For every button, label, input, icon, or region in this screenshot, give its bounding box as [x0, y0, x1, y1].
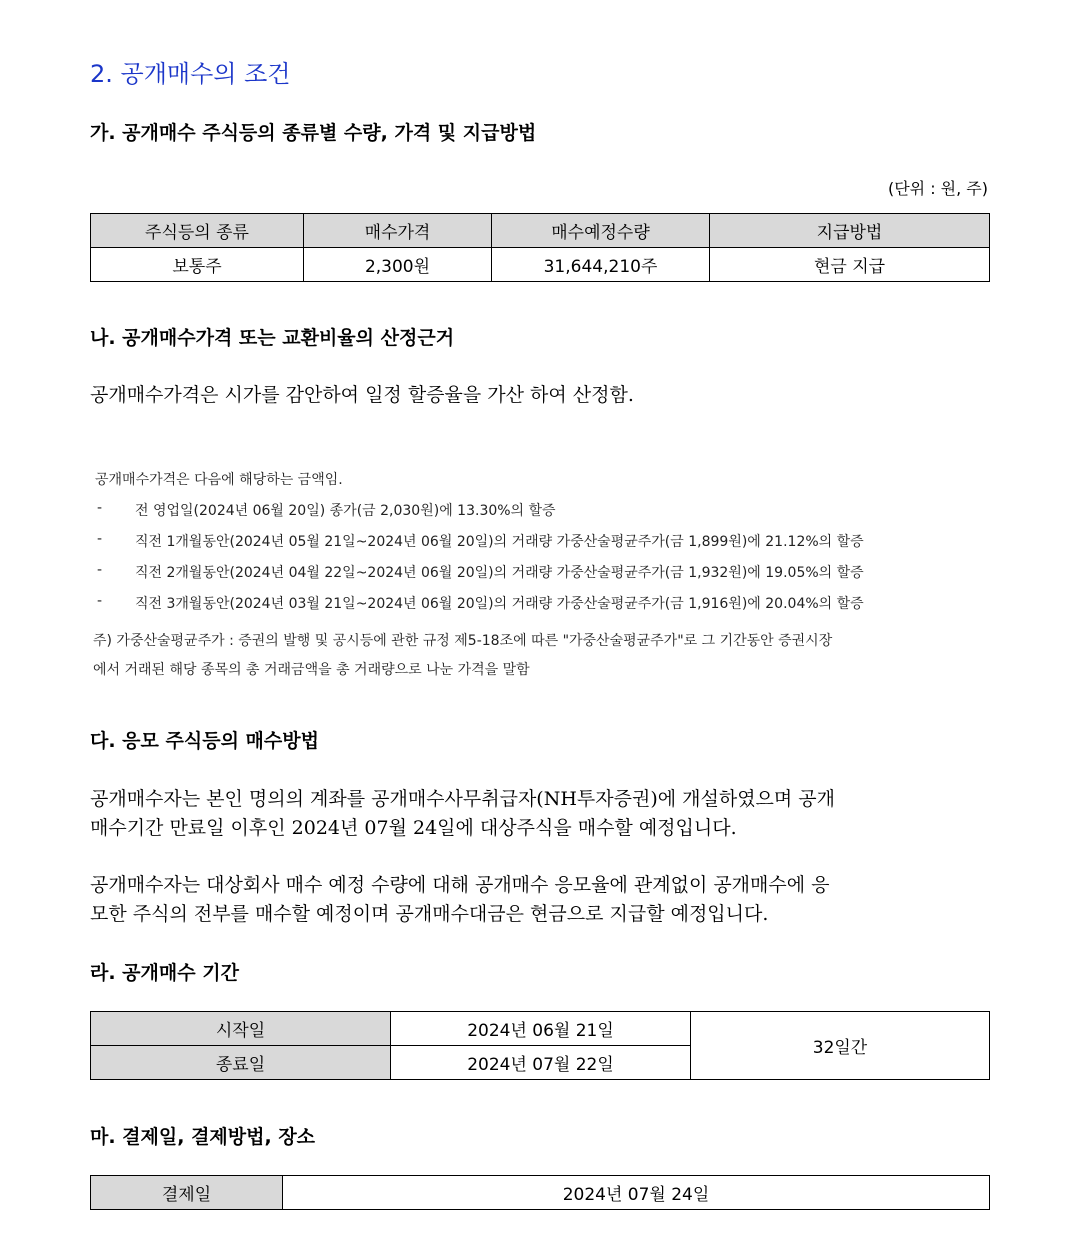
cell-payment: 현금 지급 — [710, 248, 990, 282]
paragraph-line: 매수기간 만료일 이후인 2024년 07월 24일에 대상주식을 매수할 예정입니다. — [90, 817, 737, 839]
header-cell: 매수가격 — [304, 214, 492, 248]
heading-a: 가. 공개매수 주식등의 종류별 수량, 가격 및 지급방법 — [90, 122, 537, 144]
heading-c: 다. 응모 주식등의 매수방법 — [90, 730, 319, 752]
settlement-label: 결제일 — [91, 1176, 283, 1210]
settlement-date: 2024년 07월 24일 — [283, 1176, 990, 1210]
header-cell: 지급방법 — [710, 214, 990, 248]
heading-b: 나. 공개매수가격 또는 교환비율의 산정근거 — [90, 327, 455, 349]
start-date: 2024년 06월 21일 — [391, 1012, 691, 1046]
list-item: 직전 1개월동안(2024년 05월 21일~2024년 06월 20일)의 거래량 가중산술평균주가(금 1,899원)에 21.12%의 할증 — [135, 534, 864, 550]
start-label: 시작일 — [91, 1012, 391, 1046]
heading-e: 마. 결제일, 결제방법, 장소 — [90, 1126, 316, 1148]
footnote-line: 주) 가중산술평균주가 : 증권의 발행 및 공시등에 관한 규정 제5-18조에 따른 "가중산술평균주가"로 그 기간동안 증권시장 — [93, 633, 833, 649]
list-item: 직전 3개월동안(2024년 03월 21일~2024년 06월 20일)의 거래량 가중산술평균주가(금 1,916원)에 20.04%의 할증 — [135, 596, 864, 612]
duration: 32일간 — [691, 1012, 990, 1080]
cell-quantity: 31,644,210주 — [492, 248, 710, 282]
header-cell: 주식등의 종류 — [91, 214, 304, 248]
cell-price: 2,300원 — [304, 248, 492, 282]
bullet-mark: - — [97, 593, 103, 609]
list-item: 직전 2개월동안(2024년 04월 22일~2024년 06월 20일)의 거래량 가중산술평균주가(금 1,932원)에 19.05%의 할증 — [135, 565, 864, 581]
header-cell: 매수예정수량 — [492, 214, 710, 248]
price-table — [90, 213, 990, 282]
footnote-line: 에서 거래된 해당 종목의 총 거래금액을 총 거래량으로 나눈 가격을 말함 — [93, 662, 530, 678]
basis-intro: 공개매수가격은 다음에 해당하는 금액임. — [95, 472, 343, 488]
settlement-table — [90, 1175, 990, 1210]
list-item: 전 영업일(2024년 06월 20일) 종가(금 2,030원)에 13.30%의 할증 — [135, 503, 556, 519]
paragraph-line: 공개매수자는 본인 명의의 계좌를 공개매수사무취급자(NH투자증권)에 개설하였으며 공개 — [90, 788, 836, 810]
period-table — [90, 1011, 990, 1080]
paragraph-line: 공개매수자는 대상회사 매수 예정 수량에 대해 공개매수 응모율에 관계없이 공개매수에 응 — [90, 874, 830, 896]
bullet-mark: - — [97, 531, 103, 547]
basis-paragraph: 공개매수가격은 시가를 감안하여 일정 할증율을 가산 하여 산정함. — [90, 384, 634, 406]
bullet-mark: - — [97, 500, 103, 516]
unit-label: (단위 : 원, 주) — [887, 179, 988, 198]
end-label: 종료일 — [91, 1046, 391, 1080]
end-date: 2024년 07월 22일 — [391, 1046, 691, 1080]
section-title: 2. 공개매수의 조건 — [90, 60, 291, 88]
heading-d: 라. 공개매수 기간 — [90, 962, 239, 984]
cell-stock-type: 보통주 — [91, 248, 304, 282]
paragraph-line: 모한 주식의 전부를 매수할 예정이며 공개매수대금은 현금으로 지급할 예정입니다. — [90, 903, 769, 925]
bullet-mark: - — [97, 562, 103, 578]
